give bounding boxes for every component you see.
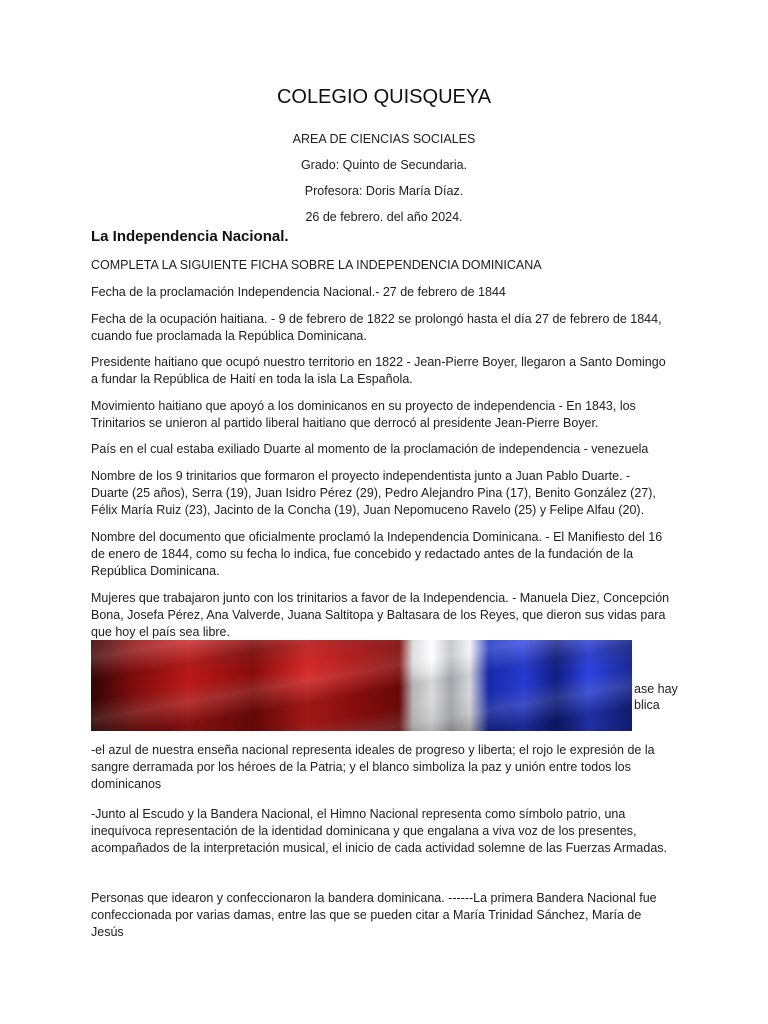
grade-line: Grado: Quinto de Secundaria. [300,158,468,172]
paragraph-trinitarios: Nombre de los 9 trinitarios que formaron el proyecto independentista junto a Juan Pablo Duarte. - Duarte (25 años), Serra (19), Juan Isidro Pérez (29), Pedro Alejandro Pina (17), Benito González (27), Félix María Ruiz (23), Jacinto de la Concha (19), Juan Nepomuceno Ravelo (25) y Felipe Alfau (20). [91,469,656,517]
school-title: COLEGIO QUISQUEYA [276,86,492,108]
area-line: AREA DE CIENCIAS SOCIALES [292,132,476,146]
paragraph-manifesto: Nombre del documento que oficialmente proclamó la Independencia Dominicana. - El Manifiesto del 16 de enero de 1844, como su fecha lo indica, fue concebido y redactado antes de la fundación de la República Dominicana. [91,530,663,578]
overflow-text-1: ase hay [634,682,678,696]
paragraph-occupation-date: Fecha de la ocupación haitiana. - 9 de febrero de 1822 se prolongó hasta el día 27 de febrero de 1844, cuando fue proclamada la República Dominicana. [91,312,662,343]
flag-image [91,640,632,731]
paragraph-flag-colors: -el azul de nuestra enseña nacional representa ideales de progreso y liberta; el rojo le expresión de la sangre derramada por los héroes de la Patria; y el blanco simboliza la paz y unión entre todos los dominicanos [91,743,655,791]
date-line: 26 de febrero. del año 2024. [305,210,463,224]
paragraph-flag-makers: Personas que idearon y confeccionaron la bandera dominicana. ------La primera Bandera Nacional fue confeccionada por varias damas, entre las que se pueden citar a María Trinidad Sánchez, María de Jesús [91,891,657,939]
paragraph-women: Mujeres que trabajaron junto con los trinitarios a favor de la Independencia. - Manuela Diez, Concepción Bona, Josefa Pérez, Ana Valverde, Juana Saltitopa y Baltasara de los Reyes, que dieron sus vidas para que hoy el país sea libre. [91,591,670,639]
paragraph-haitian-movement: Movimiento haitiano que apoyó a los dominicanos en su proyecto de independencia - En 1843, los Trinitarios se unieron al partido liberal haitiano que derrocó al presidente Jean-Pierre Boyer. [91,399,636,430]
paragraph-anthem: -Junto al Escudo y la Bandera Nacional, el Himno Nacional representa como símbolo patrio, una inequívoca representación de la identidad dominicana y que engalana a viva voz de los presentes, acompañados de la interpretación musical, el inicio de cada actividad solemne de las Fuerzas Armadas. [91,807,668,855]
overflow-text-2: blica [634,698,660,712]
paragraph-proclamation-date: Fecha de la proclamación Independencia Nacional.- 27 de febrero de 1844 [91,285,506,299]
paragraph-duarte-exile: País en el cual estaba exiliado Duarte al momento de la proclamación de independencia - venezuela [91,442,649,456]
section-heading: La Independencia Nacional. [91,228,289,245]
paragraph-haitian-president: Presidente haitiano que ocupó nuestro territorio en 1822 - Jean-Pierre Boyer, llegaron a Santo Domingo a fundar la República de Haití en toda la isla La Española. [91,355,666,386]
instructions-line: COMPLETA LA SIGUIENTE FICHA SOBRE LA INDEPENDENCIA DOMINICANA [91,258,542,272]
teacher-line: Profesora: Doris María Díaz. [304,184,464,198]
